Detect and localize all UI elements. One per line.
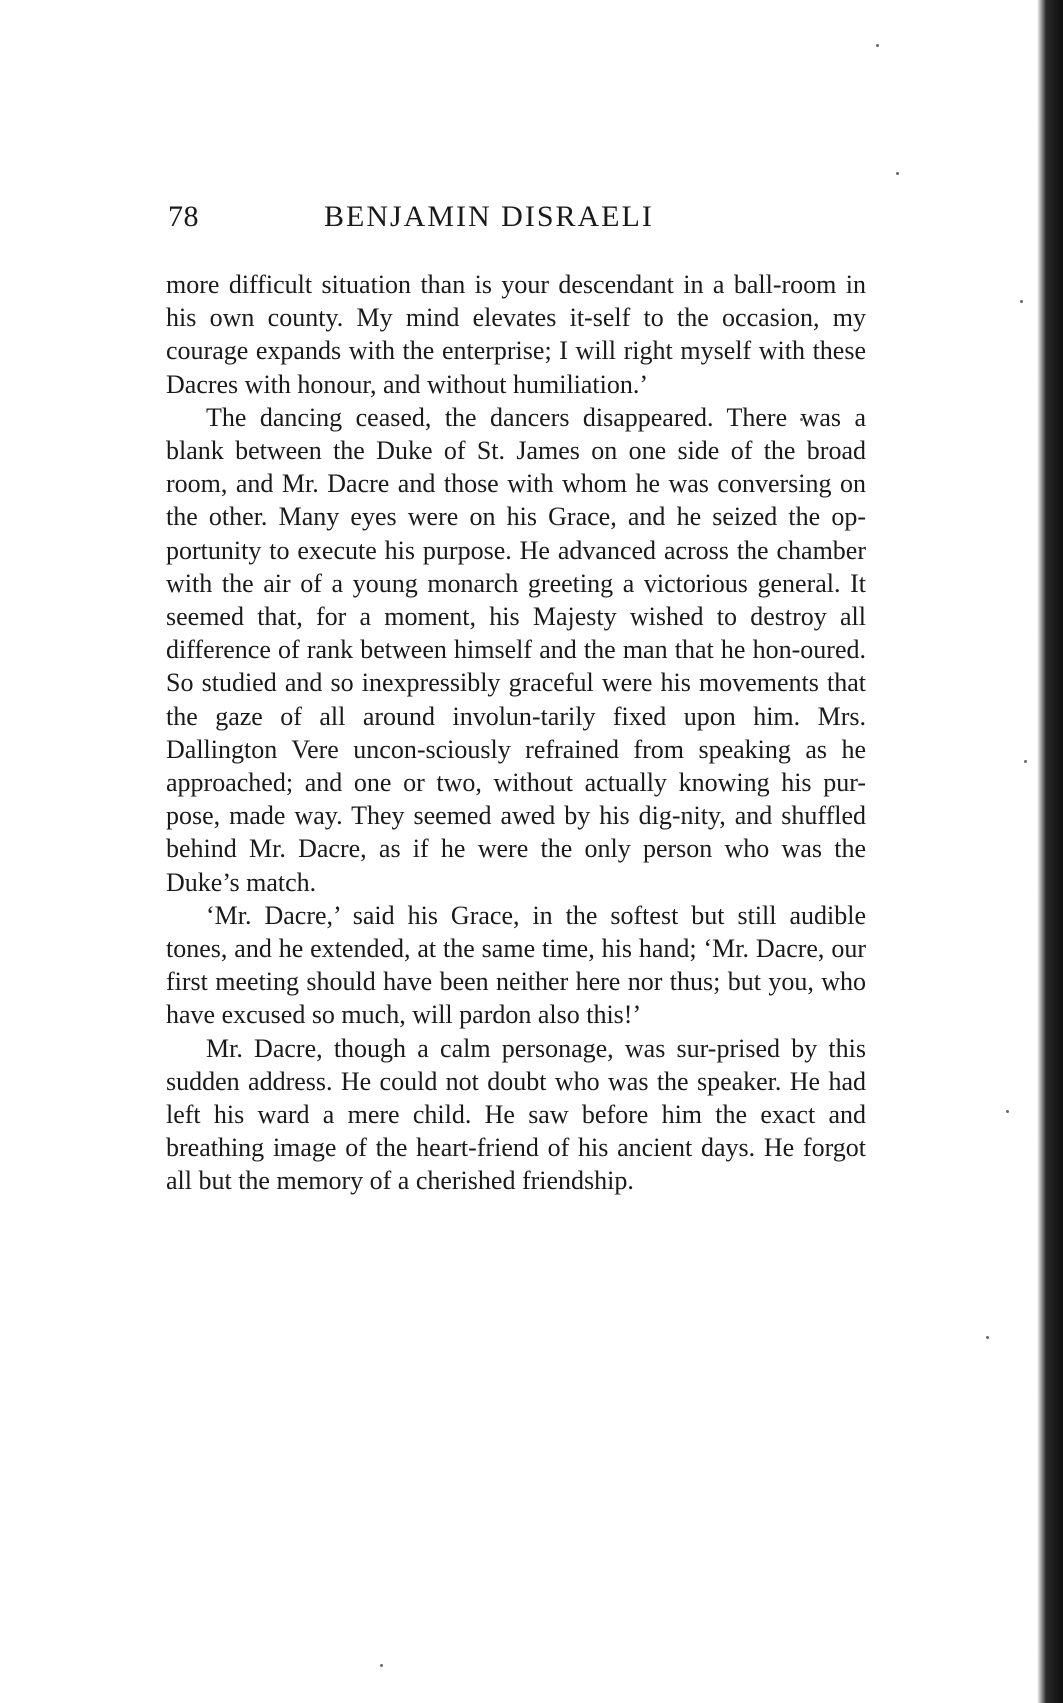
running-header [168, 200, 868, 244]
print-speck [1006, 1110, 1009, 1113]
paragraph-continuation: more difficult situation than is your descendant in a ball-room in his own county. My mind elevates it-self to the occasion, my courage expands with the enterprise; I will right myself with these Dacres with honour, and without humiliation.’ [166, 270, 866, 399]
paragraph-dacre-surprised: Mr. Dacre, though a calm personage, was sur-prised by this sudden address. He could not doubt who was the speaker. He had left his ward a mere child. He saw before him the exact and breathing image of the heart-friend of his ancient days. He forgot all but the memory of a cherished friendship. [166, 1033, 866, 1196]
print-speck [1024, 760, 1027, 763]
body-text [166, 268, 866, 1198]
paragraph-dancing-ceased: The dancing ceased, the dancers disappeared. There was a blank between the Duke of St. James on one side of the broad room, and Mr. Dacre and those with whom he was conversing on the other. Many eyes were on his Grace, and he seized the op-portunity to execute his purpose. He advanced across the chamber with the air of a young monarch greeting a victorious general. It seemed that, for a moment, his Majesty wished to destroy all difference of rank between himself and the man that he hon-oured. So studied and so inexpressibly graceful were his movements that the gaze of all around involun-tarily fixed upon him. Mrs. Dallington Vere uncon-sciously refrained from speaking as he approached; and one or two, without actually knowing his pur-pose, made way. They seemed awed by his dig-nity, and shuffled behind Mr. Dacre, as if he were the only person who was the Duke’s match. [166, 402, 866, 897]
print-speck [896, 172, 899, 175]
print-speck [876, 44, 879, 47]
print-speck [1020, 300, 1023, 303]
print-speck [380, 1664, 383, 1667]
paragraph-duke-address: ‘Mr. Dacre,’ said his Grace, in the softest but still audible tones, and he extended, at the same time, his hand; ‘Mr. Dacre, our first meeting should have been neither here nor thus; but you, who have excused so much, will pardon also this!’ [166, 900, 866, 1030]
page-edge-shadow [1037, 0, 1063, 1703]
page-number: 78 [168, 200, 199, 233]
print-speck [986, 1336, 989, 1339]
running-title: BENJAMIN DISRAELI [324, 200, 654, 233]
